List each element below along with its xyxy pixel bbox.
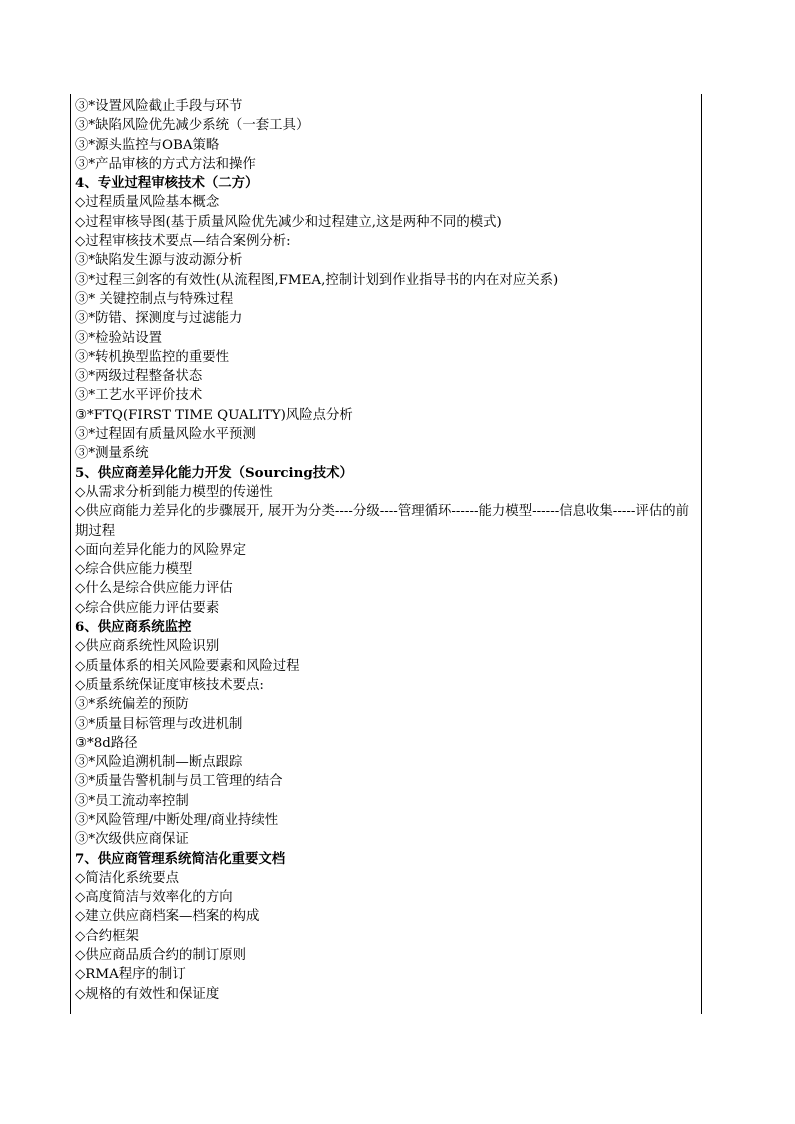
outline-item: ③*缺陷风险优先减少系统（一套工具） — [75, 118, 310, 134]
outline-item: ◇供应商系统性风险识别 — [75, 639, 220, 655]
section-heading: 7、供应商管理系统简洁化重要文档 — [75, 850, 286, 867]
outline-item: ③*质量目标管理与改进机制 — [75, 716, 243, 732]
outline-item: ◇什么是综合供应能力评估 — [75, 581, 233, 597]
outline-item: ③*风险管理/中断处理/商业持续性 — [75, 812, 279, 828]
outline-item: ◇建立供应商档案—档案的构成 — [75, 909, 260, 925]
outline-item: ◇合约框架 — [75, 928, 139, 944]
section-heading: 5、供应商差异化能力开发（Sourcing技术） — [75, 464, 353, 481]
outline-item: ◇过程审核技术要点—结合案例分析: — [75, 234, 291, 250]
outline-item: ③*源头监控与OBA策略 — [75, 137, 220, 153]
outline-item: ③*转机换型监控的重要性 — [75, 349, 229, 365]
outline-item: ◇规格的有效性和保证度 — [75, 986, 220, 1002]
outline-item: ③*次级供应商保证 — [75, 832, 189, 848]
outline-item: ③*防错、探测度与过滤能力 — [75, 311, 243, 327]
outline-item: ◇综合供应能力评估要素 — [75, 600, 220, 616]
outline-item: ◇综合供应能力模型 — [75, 562, 193, 578]
outline-item: ③*FTQ(FIRST TIME QUALITY)风险点分析 — [75, 407, 353, 423]
outline-item: ◇面向差异化能力的风险界定 — [75, 542, 246, 558]
outline-item: ③*质量告警机制与员工管理的结合 — [75, 774, 283, 790]
outline-item: ③*风险追溯机制—断点跟踪 — [75, 755, 243, 771]
outline-item: ③*系统偏差的预防 — [75, 697, 189, 713]
outline-item: ③*产品审核的方式方法和操作 — [75, 156, 256, 172]
section-heading: 4、专业过程审核技术（二方） — [75, 175, 259, 192]
outline-item: ◇从需求分析到能力模型的传递性 — [75, 484, 273, 500]
outline-item: ③*员工流动率控制 — [75, 793, 189, 809]
outline-item: ③*检验站设置 — [75, 330, 163, 346]
section-heading: 6、供应商系统监控 — [75, 619, 192, 636]
outline-item: ◇质量体系的相关风险要素和风险过程 — [75, 658, 300, 674]
outline-item: ③*过程三剑客的有效性(从流程图,FMEA,控制计划到作业指导书的内在对应关系) — [75, 272, 559, 288]
outline-item: ③*过程固有质量风险水平预测 — [75, 427, 256, 443]
outline-item: ◇质量系统保证度审核技术要点: — [75, 677, 264, 693]
outline-item: ③*两级过程整备状态 — [75, 369, 203, 385]
outline-item: ◇简洁化系统要点 — [75, 870, 180, 886]
outline-item: ③*缺陷发生源与波动源分析 — [75, 253, 243, 269]
outline-item: ③*设置风险截止手段与环节 — [75, 99, 243, 114]
outline-item: ◇过程质量风险基本概念 — [75, 195, 220, 211]
outline-item: ③*8d路径 — [75, 735, 138, 751]
outline-item: ③*工艺水平评价技术 — [75, 388, 203, 404]
outline-item: ◇RMA程序的制订 — [75, 967, 186, 983]
outline-item: ③*测量系统 — [75, 446, 149, 462]
outline-item: ◇高度简洁与效率化的方向 — [75, 890, 233, 906]
outline-item: ◇过程审核导图(基于质量风险优先减少和过程建立,这是两种不同的模式) — [75, 214, 502, 230]
outline-item: ◇供应商能力差异化的步骤展开, 展开为分类----分级----管理循环------能力模型------信息收集-----评估的前期过程 — [75, 504, 689, 539]
course-outline — [75, 97, 699, 1004]
outline-item: ③* 关键控制点与特殊过程 — [75, 291, 234, 307]
outline-item: ◇供应商品质合约的制订原则 — [75, 948, 246, 964]
